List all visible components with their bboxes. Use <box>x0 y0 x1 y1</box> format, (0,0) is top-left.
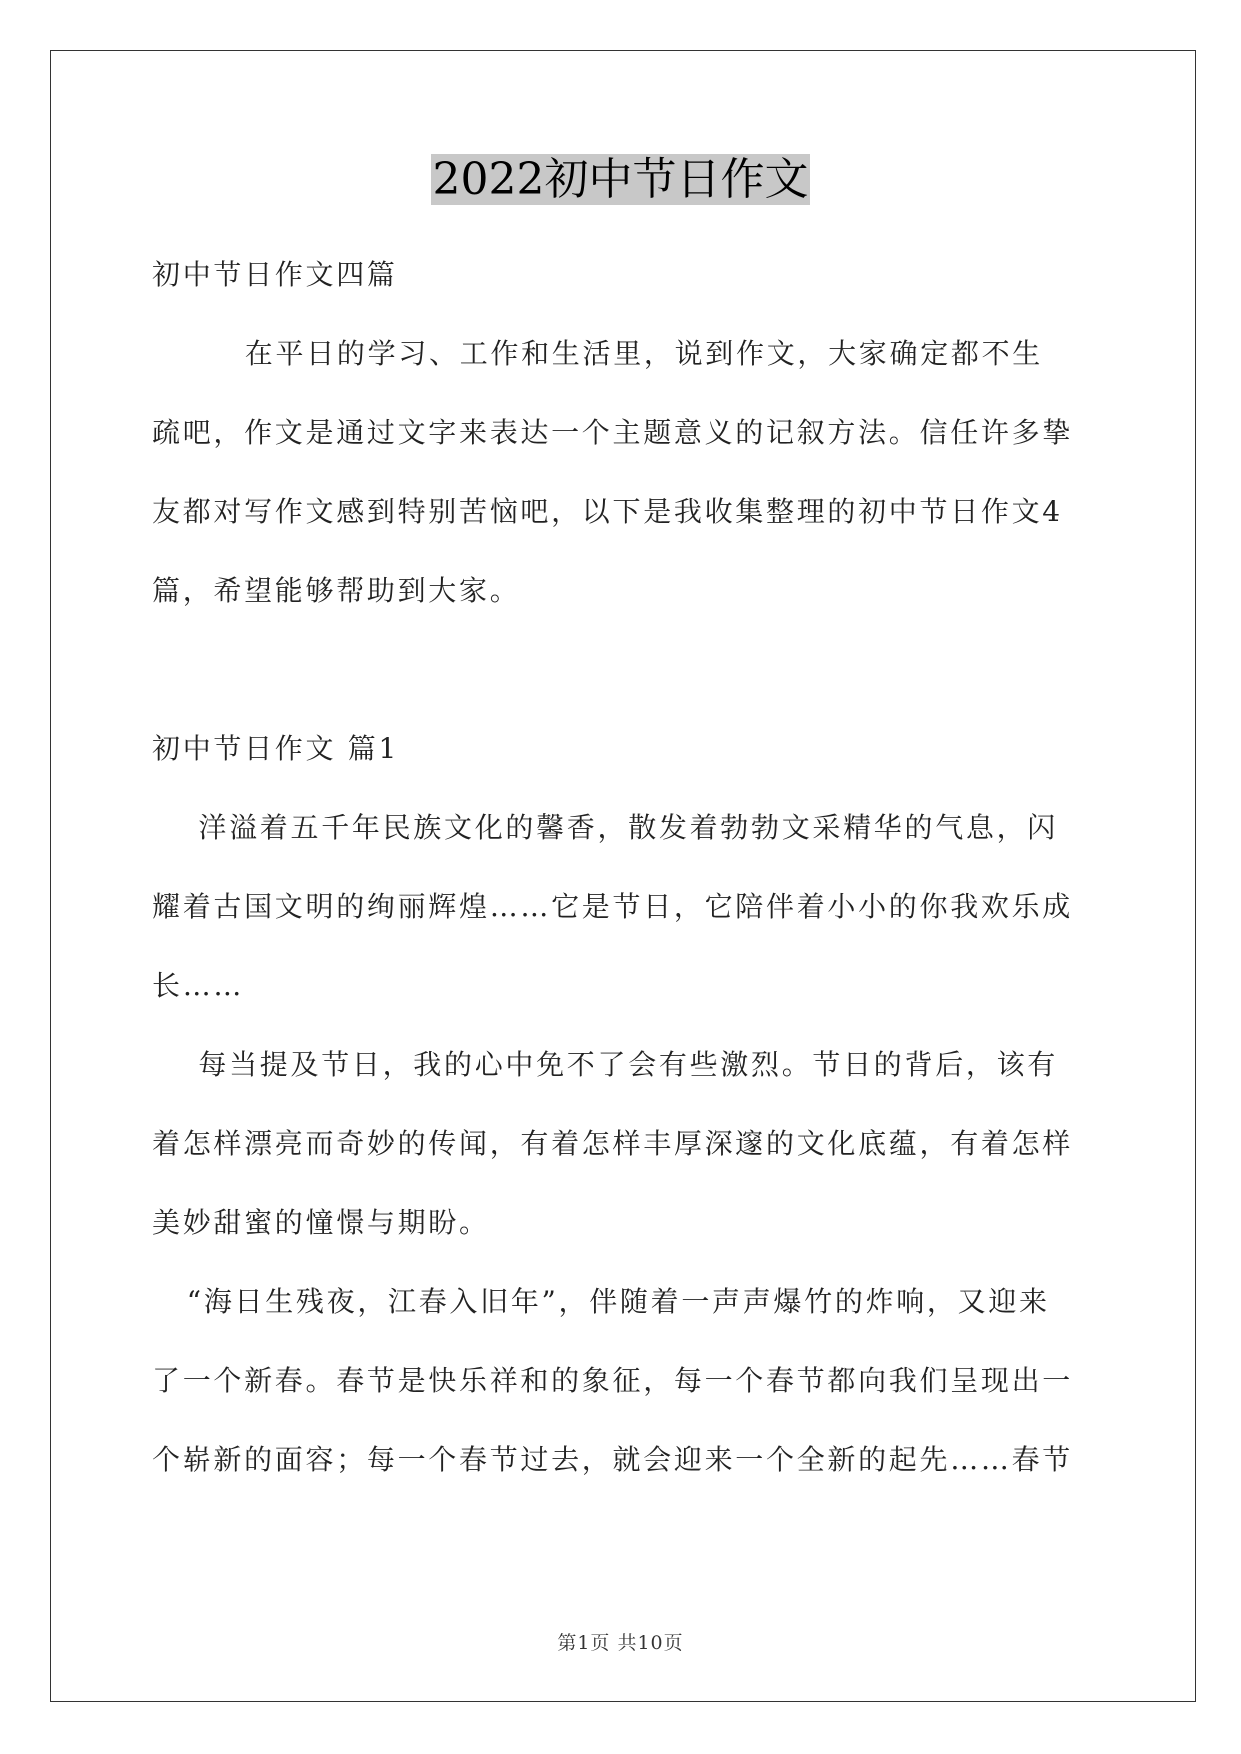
text-line: 美妙甜蜜的憧憬与期盼。 <box>152 1206 490 1239</box>
text-line: 每当提及节日，我的心中免不了会有些激烈。节日的背后，该有 <box>152 1048 1059 1081</box>
text-line: 洋溢着五千年民族文化的馨香，散发着勃勃文采精华的气息，闪 <box>152 811 1059 844</box>
text-line: 初中节日作文四篇 <box>152 258 398 291</box>
text-line: 在平日的学习、工作和生活里，说到作文，大家确定都不生 <box>152 337 1044 370</box>
page-footer: 第1页 共10页 <box>557 1632 684 1654</box>
document-title-container <box>0 150 1241 210</box>
text-line: 个崭新的面容；每一个春节过去，就会迎来一个全新的起先……春节 <box>152 1443 1074 1476</box>
document-title: 2022初中节日作文 <box>432 154 809 205</box>
text-line: 了一个新春。春节是快乐祥和的象征，每一个春节都向我们呈现出一 <box>152 1364 1074 1397</box>
text-line: 耀着古国文明的绚丽辉煌……它是节日，它陪伴着小小的你我欢乐成 <box>152 890 1074 923</box>
text-line: 友都对写作文感到特别苦恼吧，以下是我收集整理的初中节日作文4 <box>152 495 1063 528</box>
blank-line <box>152 630 1090 709</box>
document-body <box>152 235 1090 1499</box>
text-line: 长…… <box>152 969 245 1002</box>
text-line: 着怎样漂亮而奇妙的传闻，有着怎样丰厚深邃的文化底蕴，有着怎样 <box>152 1127 1074 1160</box>
text-line: 疏吧，作文是通过文字来表达一个主题意义的记叙方法。信任许多挚 <box>152 416 1074 449</box>
text-line: 篇，希望能够帮助到大家。 <box>152 574 521 607</box>
text-line: “海日生残夜，江春入旧年”，伴随着一声声爆竹的炸响，又迎来 <box>152 1285 1050 1318</box>
text-line: 初中节日作文 篇1 <box>152 732 400 765</box>
